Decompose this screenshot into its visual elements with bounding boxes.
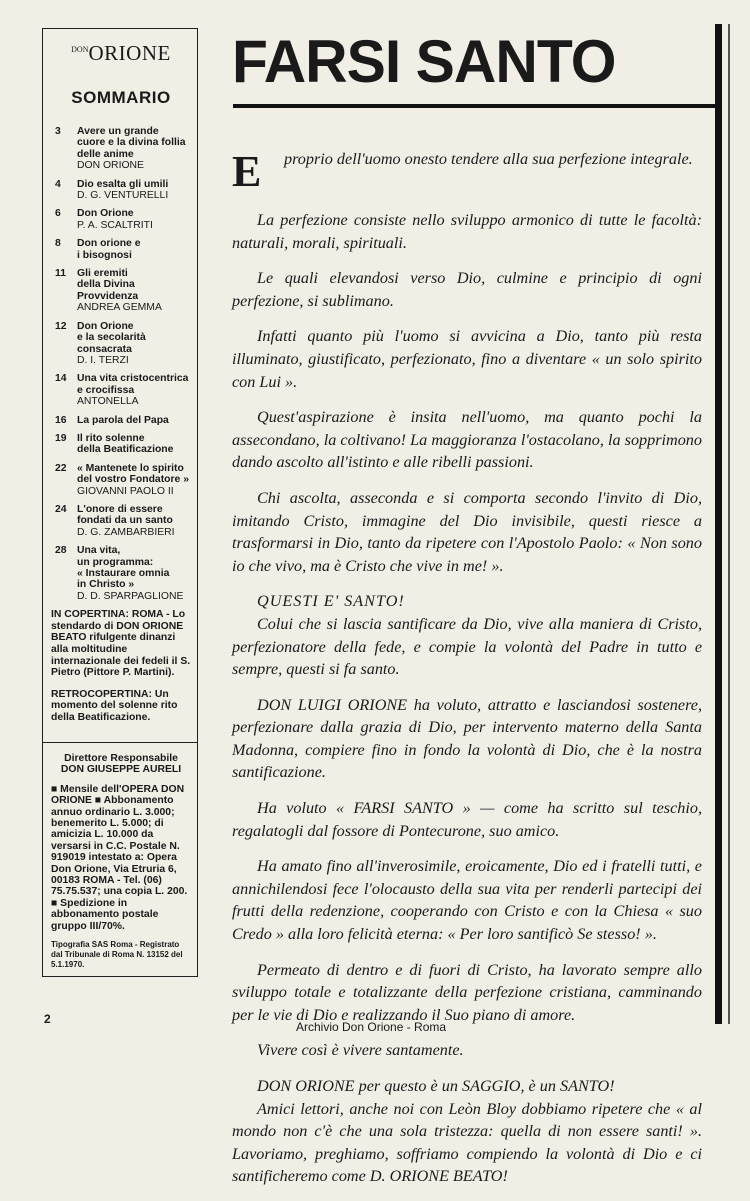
masthead-small: DON <box>71 45 89 54</box>
title-rule <box>233 104 721 108</box>
toc-entry <box>77 415 191 426</box>
article-paragraph: Infatti quanto più l'uomo si avvicina a Dio, tanto più resta illuminato, giustificato, perfezionato, fino a diventare « un solo spirito con Lui ». <box>232 327 702 391</box>
article-paragraph: DON LUIGI ORIONE ha voluto, attratto e lasciandosi sostenere, perfezionare dalla grazia di Dio, per intervento materno della Santa Madonna, compiere fino in fondo la volontà di Dio, che è la nostra santificazione. <box>232 695 702 782</box>
article-paragraph: Amici lettori, anche noi con Leòn Bloy dobbiamo ripetere che « al mondo non c'è che una sola tristezza: quella di non essere santi! ». Lavoriamo, preghiamo, soffriamo compiendo la volontà di Dio e ci santificheremo come D. ORIONE BEATO! <box>232 1099 702 1186</box>
toc-title: Gli eremiti della Divina Provvidenza <box>77 268 139 302</box>
section-heading: QUESTI E' SANTO! <box>257 592 405 611</box>
toc-entry <box>77 268 191 314</box>
toc-author: ANDREA GEMMA <box>77 302 162 314</box>
toc-page-number: 12 <box>55 320 67 332</box>
toc-title: Don Orione e la secolarità consacrata <box>77 320 146 355</box>
toc-page-number: 11 <box>55 268 66 280</box>
sommario-heading: SOMMARIO <box>71 88 171 107</box>
vertical-rule-thin <box>728 24 730 1024</box>
toc-entry <box>77 463 191 497</box>
toc-author: ANTONELLA <box>77 396 139 408</box>
archive-credit: Archivio Don Orione - Roma <box>296 1020 447 1034</box>
printer-info: Tipografia SAS Roma - Registrato dal Tribunale di Roma N. 13152 del 5.1.1970. <box>51 940 183 970</box>
toc-entry <box>77 179 191 202</box>
toc-page-number: 19 <box>55 432 67 444</box>
toc-entry <box>77 126 191 172</box>
toc-page-number: 14 <box>55 373 67 385</box>
paragraph-text: proprio dell'uomo onesto tendere alla sua perfezione integrale. <box>284 150 693 168</box>
toc-title: Una vita, un programma: « Instaurare omnia in Christo » <box>77 545 170 591</box>
toc-page-number: 3 <box>55 126 61 137</box>
toc-entry <box>77 433 191 456</box>
director-label: Direttore Responsabile <box>64 752 178 764</box>
toc-item <box>51 321 191 367</box>
subscription-info: ■ Mensile dell'OPERA DON ORIONE ■ Abbonamento annuo ordinario L. 3.000; benemerito L. 5.000; di amicizia L. 10.000 da versarsi in C.C. Postale N. 919019 intestato a: Opera Don Orione, Via Etruria 6, 00183 ROMA - Tel. (06) 75.75.537; una copia L. 200. ■ Spedizione in abbonamento postale gruppo III/70%. <box>51 783 188 932</box>
toc-page-number: 6 <box>55 208 61 220</box>
article-paragraph: La perfezione consiste nello sviluppo armonico di tutte le facoltà: naturali, morali, spirituali. <box>232 211 702 252</box>
toc-item <box>51 126 191 172</box>
page-number: 2 <box>44 1012 51 1026</box>
article-paragraph: Ha voluto « FARSI SANTO » — come ha scritto sul teschio, regalatogli dal fossore di Pontecurone, suo amico. <box>232 799 702 840</box>
toc-author: P. A. SCALTRITI <box>77 219 153 231</box>
toc-item <box>51 415 191 426</box>
toc-item <box>51 545 191 602</box>
director-block <box>51 753 191 776</box>
toc-entry <box>77 504 191 538</box>
toc-author: DON ORIONE <box>77 160 144 172</box>
masthead-logo <box>51 29 191 66</box>
article-paragraph: Le quali elevandosi verso Dio, culmine e principio di ogni perfezione, si sublimano. <box>232 269 702 310</box>
article-paragraph: Ha amato fino all'inverosimile, eroicamente, Dio ed i fratelli tutti, e annichilendosi fece l'olocausto della sua vita per renderli partecipi dei frutti della redenzione, cooperando con Cristo e con la Chiesa « suo Credo » alla loro felicità eterna: « Per loro santificò Se stesso! ». <box>232 857 702 944</box>
toc-item <box>51 373 191 407</box>
article-paragraph: Permeato di dentro e di fuori di Cristo, ha lavorato sempre allo sviluppo totale e totalizzante della perfezione cristiana, camminando per le vie di Dio e realizzando il Suo piano di amore. <box>232 960 702 1024</box>
sidebar <box>42 28 198 1008</box>
toc-entry <box>77 321 191 367</box>
article-paragraph: Colui che si lascia santificare da Dio, vive alla maniera di Cristo, perfezionatore della fede, e compie la volontà del Padre in tutto e sempre, questi si fa santo. <box>232 614 702 679</box>
director-name: DON GIUSEPPE AURELI <box>60 764 182 776</box>
toc-author: GIOVANNI PAOLO II <box>77 485 174 497</box>
retrocopertina-note: RETROCOPERTINA: Un momento del solenne rito della Beatificazione. <box>51 688 178 723</box>
toc-item <box>51 504 191 538</box>
toc-item <box>51 179 191 202</box>
article-paragraph: DON ORIONE per questo è un SAGGIO, è un SANTO! <box>257 1077 615 1095</box>
toc-item <box>51 463 191 497</box>
toc-title: Il rito solenne della Beatificazione <box>77 432 174 456</box>
toc-item <box>51 208 191 231</box>
toc-page-number: 24 <box>55 503 67 515</box>
toc-page-number: 28 <box>55 545 67 557</box>
toc-page-number: 4 <box>55 178 61 190</box>
toc-author: D. D. SPARPAGLIONE <box>77 590 184 602</box>
toc-entry <box>77 238 191 261</box>
article-paragraph: Quest'aspirazione è insita nell'uomo, ma quanto pochi la assecondano, la coltivano! La maggioranza l'ostacolano, la sopprimono dando ascolto all'istinto e alle ribelli passioni. <box>232 408 702 472</box>
article-title: FARSI SANTO <box>232 28 616 95</box>
toc-author: D. I. TERZI <box>77 354 129 366</box>
copertina-note: IN COPERTINA: ROMA - Lo stendardo di DON ORIONE BEATO rifulgente dinanzi alla moltitudine internazionale dei fedeli il S. Pietro (Pittore P. Martini). <box>51 609 191 679</box>
toc-title: Don orione e i bisognosi <box>77 238 141 261</box>
toc-title: Una vita cristocentrica e crocifissa <box>77 373 189 396</box>
toc-title: Avere un grande cuore e la divina follia delle anime <box>77 126 186 160</box>
toc-title: Don Orione <box>77 208 134 220</box>
toc-author: D. G. VENTURELLI <box>77 190 169 202</box>
article-paragraph <box>232 148 702 196</box>
toc-title: « Mantenete lo spirito del vostro Fondatore » <box>77 462 190 486</box>
article-paragraph: Chi ascolta, asseconda e si comporta secondo l'invito di Dio, imitando Cristo, immagine del Dio invisibile, questi riesce a trasformarsi in Dio, tanto da ripetere con l'Apostolo Paolo: « Non sono io che vivo, ma è Cristo che vive in me! ». <box>232 488 702 575</box>
masthead-text: ORIONE <box>88 41 171 65</box>
article-body <box>232 148 702 1201</box>
toc-page-number: 16 <box>55 414 67 426</box>
toc-item <box>51 433 191 456</box>
vertical-rule <box>715 24 722 1024</box>
toc-item <box>51 268 191 314</box>
toc-title: L'onore di essere fondati da un santo <box>77 503 173 527</box>
toc-title: Dio esalta gli umili <box>77 178 169 190</box>
toc-item <box>51 238 191 261</box>
editorial-box <box>42 743 198 977</box>
article-paragraph: Vivere così è vivere santamente. <box>257 1041 464 1060</box>
toc-page-number: 8 <box>55 238 61 250</box>
table-of-contents <box>51 126 191 602</box>
toc-entry <box>77 545 191 602</box>
toc-page-number: 22 <box>55 462 67 474</box>
drop-cap: E <box>232 147 262 196</box>
toc-author: D. G. ZAMBARBIERI <box>77 526 175 538</box>
toc-title: La parola del Papa <box>77 414 169 426</box>
toc-entry <box>77 208 191 231</box>
toc-entry <box>77 373 191 407</box>
contents-box <box>42 28 198 743</box>
